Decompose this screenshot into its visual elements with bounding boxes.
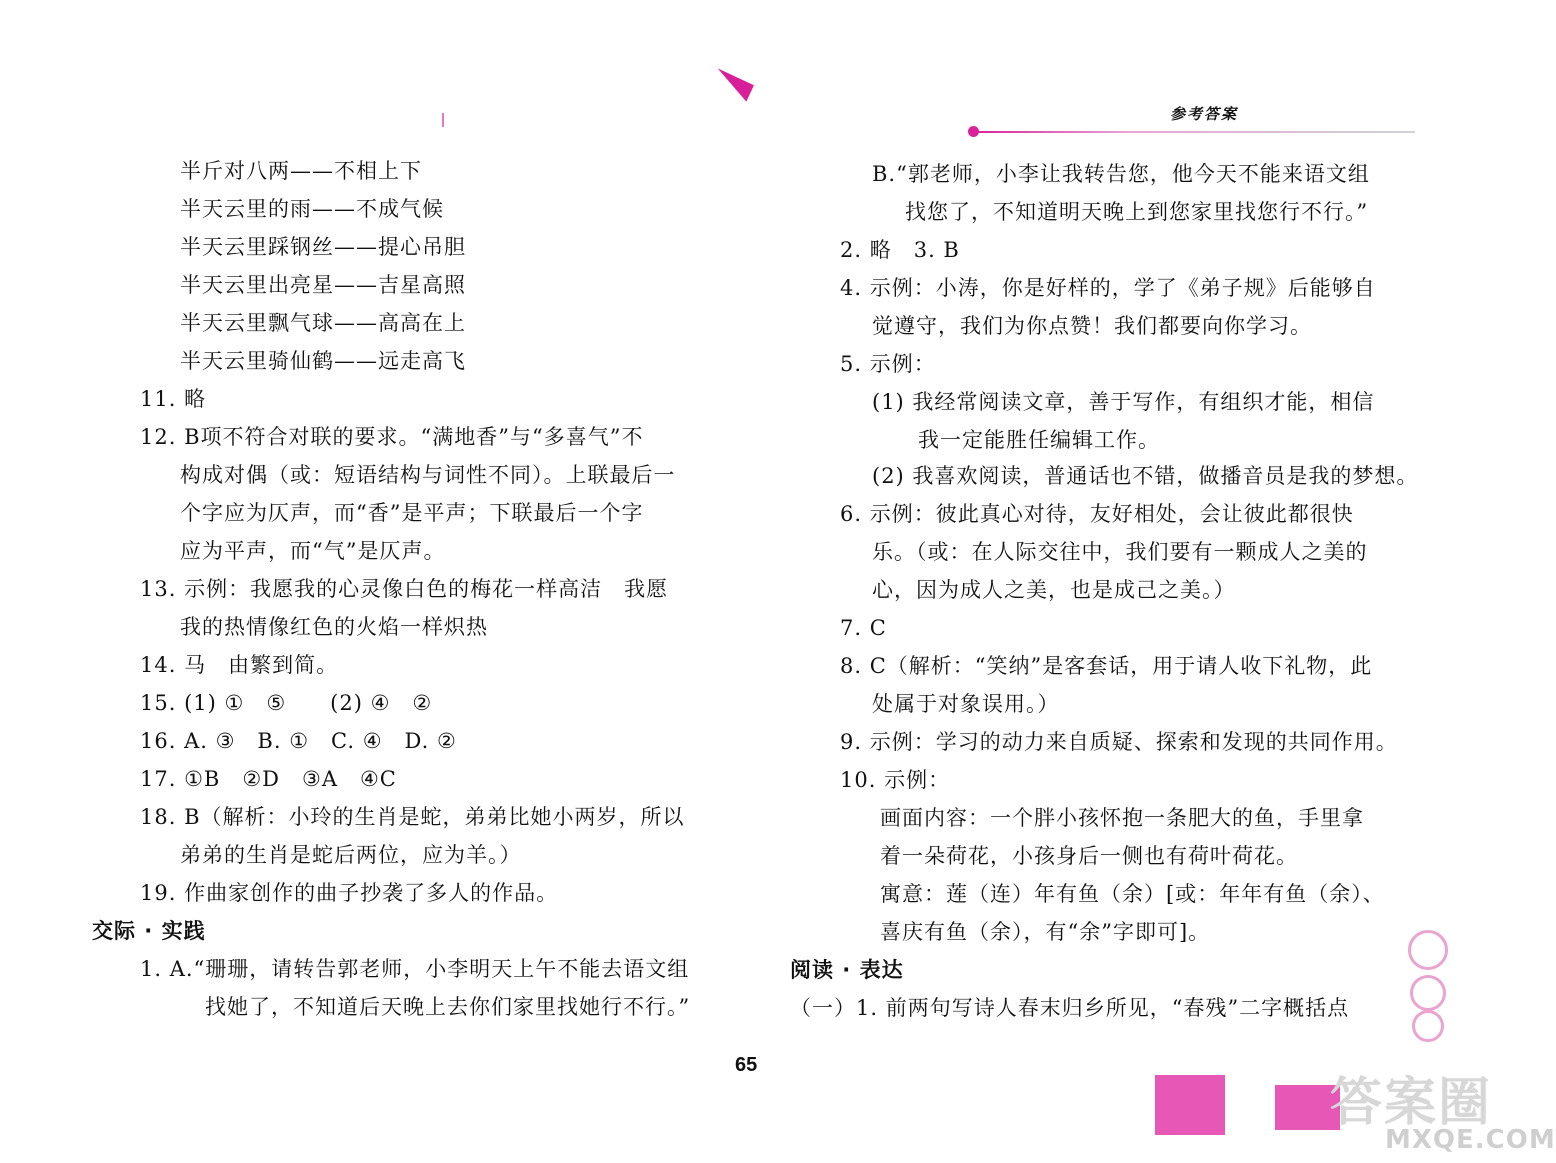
left-line: 我的热情像红色的火焰一样炽热 xyxy=(180,615,488,639)
right-line: 找您了，不知道明天晚上到您家里找您行不行。” xyxy=(905,200,1369,224)
right-line: 喜庆有鱼（余），有“余”字即可]。 xyxy=(880,920,1211,944)
right-line: 乐。（或：在人际交往中，我们要有一颗成人之美的 xyxy=(872,540,1368,564)
header-rule xyxy=(975,131,1415,133)
right-line: 10. 示例： xyxy=(840,768,951,792)
corner-decoration xyxy=(710,68,754,101)
watermark-logo: 答案圈 xyxy=(1330,1073,1493,1133)
right-line: 心，因为成人之美，也是成己之美。） xyxy=(872,578,1236,602)
right-line: 7. C xyxy=(840,616,887,640)
right-line: 4. 示例：小涛，你是好样的，学了《弟子规》后能够自 xyxy=(840,276,1376,300)
right-line: 我一定能胜任编辑工作。 xyxy=(918,428,1160,452)
left-line: 半天云里踩钢丝——提心吊胆 xyxy=(180,235,466,259)
left-line: 14. 马 由繁到简。 xyxy=(140,653,339,677)
left-line: 找她了，不知道后天晚上去你们家里找她行不行。” xyxy=(205,995,691,1019)
left-line: 半斤对八两——不相上下 xyxy=(180,159,422,183)
right-line: 着一朵荷花，小孩身后一侧也有荷叶荷花。 xyxy=(880,844,1298,868)
section-heading: 阅读 · 表达 xyxy=(790,958,904,982)
left-line: 12. B项不符合对联的要求。“满地香”与“多喜气”不 xyxy=(140,425,644,449)
left-line: 半天云里飘气球——高高在上 xyxy=(180,311,466,335)
left-line: 个字应为仄声，而“香”是平声；下联最后一个字 xyxy=(180,501,644,525)
left-line: 弟弟的生肖是蛇后两位，应为羊。） xyxy=(180,843,522,867)
left-line: 半天云里出亮星——吉星高照 xyxy=(180,273,466,297)
left-line: 半天云里的雨——不成气候 xyxy=(180,197,444,221)
left-line: 17. ①B ②D ③A ④C xyxy=(140,767,397,791)
left-line: 11. 略 xyxy=(140,387,207,411)
left-line: 应为平声，而“气”是仄声。 xyxy=(180,539,446,563)
right-line: 5. 示例： xyxy=(840,352,936,376)
left-line: 18. B（解析：小玲的生肖是蛇，弟弟比她小两岁，所以 xyxy=(140,805,685,829)
right-line: （一）1. 前两句写诗人春末归乡所见，“春残”二字概括点 xyxy=(790,996,1350,1020)
right-line: 画面内容：一个胖小孩怀抱一条肥大的鱼，手里拿 xyxy=(880,806,1364,830)
right-line: 处属于对象误用。） xyxy=(872,692,1060,716)
watermark-url: MXQE.COM xyxy=(1385,1125,1556,1155)
left-line: 16. A. ③ B. ① C. ④ D. ② xyxy=(140,729,457,753)
tick-decoration xyxy=(442,113,444,127)
left-line: 19. 作曲家创作的曲子抄袭了多人的作品。 xyxy=(140,881,559,905)
right-line: B.“郭老师，小李让我转告您，他今天不能来语文组 xyxy=(872,162,1370,186)
right-line: (1) 我经常阅读文章，善于写作，有组织才能，相信 xyxy=(872,390,1375,414)
left-line: 半天云里骑仙鹤——远走高飞 xyxy=(180,349,466,373)
section-heading: 交际 · 实践 xyxy=(92,919,206,943)
circle-decoration xyxy=(1408,930,1448,970)
page-number: 65 xyxy=(735,1054,758,1076)
circle-decoration xyxy=(1412,1010,1444,1042)
right-line: 2. 略 3. B xyxy=(840,238,960,262)
right-line: 6. 示例：彼此真心对待，友好相处，会让彼此都很快 xyxy=(840,502,1354,526)
right-line: 觉遵守，我们为你点赞！我们都要向你学习。 xyxy=(872,314,1312,338)
right-line: 寓意：莲（连）年有鱼（余）[或：年年有鱼（余）、 xyxy=(880,882,1385,906)
right-line: 8. C（解析：“笑纳”是客套话，用于请人收下礼物，此 xyxy=(840,654,1373,678)
left-line: 构成对偶（或：短语结构与词性不同）。上联最后一 xyxy=(180,463,676,487)
pink-decoration xyxy=(1155,1075,1225,1135)
left-line: 15. (1) ① ⑤ (2) ④ ② xyxy=(140,691,433,715)
circle-decoration xyxy=(1410,975,1446,1011)
left-line: 13. 示例：我愿我的心灵像白色的梅花一样高洁 我愿 xyxy=(140,577,669,601)
header-title: 参考答案 xyxy=(1170,105,1239,123)
left-line: 1. A.“珊珊，请转告郭老师，小李明天上午不能去语文组 xyxy=(140,957,690,981)
right-line: 9. 示例：学习的动力来自质疑、探索和发现的共同作用。 xyxy=(840,730,1398,754)
right-line: (2) 我喜欢阅读，普通话也不错，做播音员是我的梦想。 xyxy=(872,464,1419,488)
